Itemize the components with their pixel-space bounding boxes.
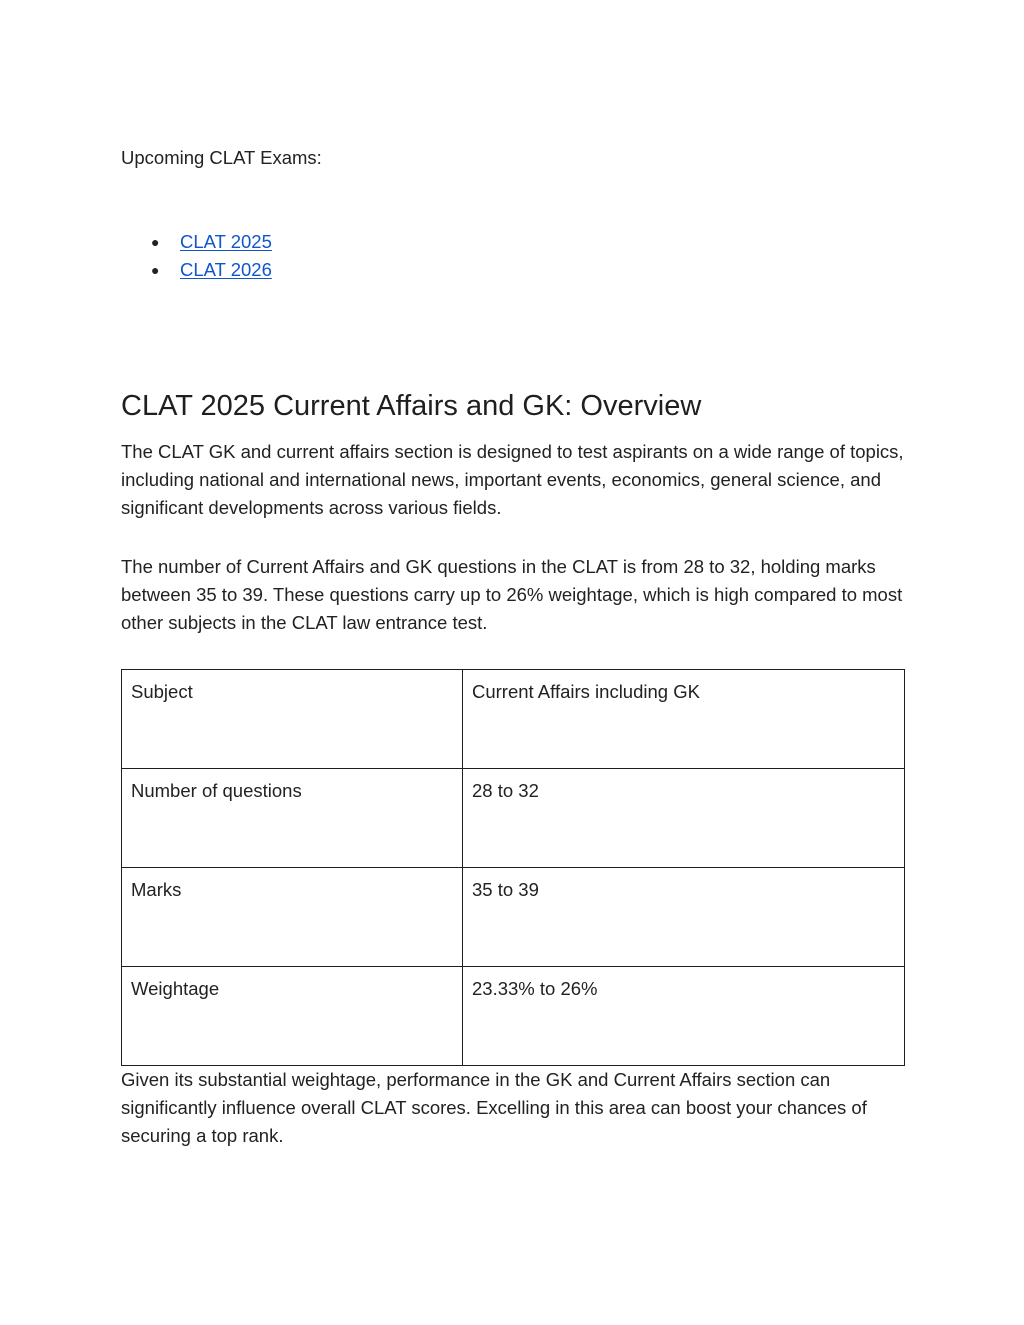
overview-paragraph-2: The number of Current Affairs and GK questions in the CLAT is from 28 to 32, holding marks between 35 to 39. These questions carry up to 26% weightage, which is high compared to most other subjects in the CLAT law entrance test. (121, 556, 903, 633)
table-row (122, 868, 905, 967)
conclusion-paragraph: Given its substantial weightage, performance in the GK and Current Affairs section can significantly influence overall CLAT scores. Excelling in this area can boost your chances of securing a top rank. (121, 1069, 867, 1146)
table-cell-value: 28 to 32 (463, 769, 905, 868)
table-cell-value: 23.33% to 26% (463, 967, 905, 1066)
list-item (121, 258, 272, 286)
table-cell-label: Subject (122, 670, 463, 769)
table-cell-label: Marks (122, 868, 463, 967)
clat-2026-link[interactable]: CLAT 2026 (180, 259, 272, 280)
table-row (122, 967, 905, 1066)
bullet-icon: ● (151, 234, 160, 250)
clat-2025-link[interactable]: CLAT 2025 (180, 231, 272, 252)
overview-paragraph-1: The CLAT GK and current affairs section is designed to test aspirants on a wide range of topics, including national and international news, important events, economics, general science, and significant developments across various fields. (121, 441, 904, 518)
table-row (122, 769, 905, 868)
clat-gk-stats-table (121, 669, 905, 1066)
upcoming-exams-label: Upcoming CLAT Exams: (121, 147, 322, 168)
upcoming-exams-list (121, 230, 272, 286)
table-row (122, 670, 905, 769)
table-cell-label: Weightage (122, 967, 463, 1066)
table-cell-value: Current Affairs including GK (463, 670, 905, 769)
bullet-icon: ● (151, 262, 160, 278)
overview-heading: CLAT 2025 Current Affairs and GK: Overview (121, 390, 702, 422)
table-cell-label: Number of questions (122, 769, 463, 868)
list-item (121, 230, 272, 258)
table-cell-value: 35 to 39 (463, 868, 905, 967)
